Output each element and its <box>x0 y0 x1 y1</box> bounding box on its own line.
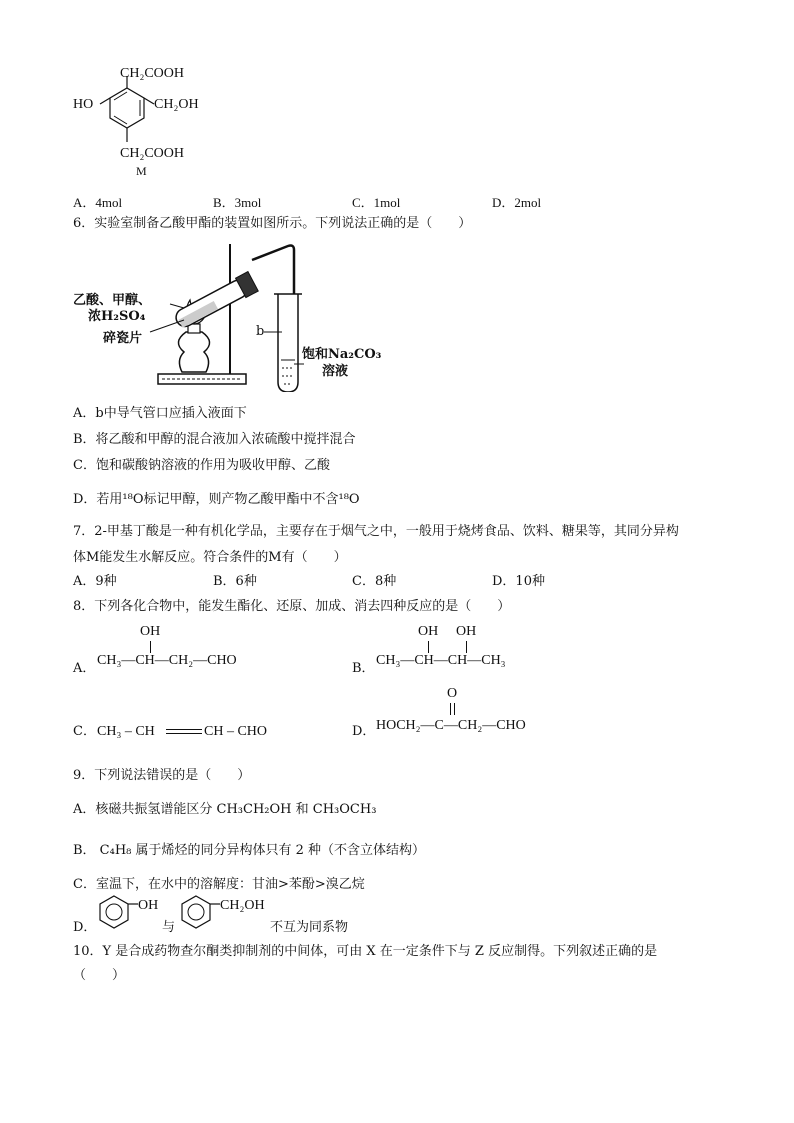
q6-option-b: B．将乙酸和甲醇的混合液加入浓硫酸中搅拌混合 <box>73 432 356 447</box>
q8-c-label: C． <box>73 724 96 739</box>
q9-option-b: B． C₄H₈ 属于烯烃的同分异构体只有 2 种（不含立体结构） <box>73 843 426 858</box>
q9-option-a: A．核磁共振氢谱能区分 CH₃CH₂OH 和 CH₃OCH₃ <box>73 802 377 817</box>
q8-a-label: A． <box>73 661 96 676</box>
q6-stem: 6．实验室制备乙酸甲酯的装置如图所示。下列说法正确的是（ ） <box>73 216 472 231</box>
q6-option-a: A．b中导气管口应插入液面下 <box>73 406 247 421</box>
q8-d-bond-2 <box>454 703 455 715</box>
q8-a-formula: CH₃—CH—CH₂—CHO <box>97 653 237 668</box>
q9-d-label: D． <box>73 920 97 935</box>
m-label: M <box>136 164 147 178</box>
q7-option-a: A．9种 <box>73 574 117 589</box>
m-bottom-group: CH₂COOH <box>120 146 184 161</box>
q7-option-d: D．10种 <box>492 574 545 589</box>
q7-option-c: C．8种 <box>352 574 397 589</box>
tube-b-label: b <box>256 324 265 339</box>
q9-d-and: 与 <box>162 920 176 935</box>
m-right-group: CH₂OH <box>154 97 199 112</box>
q8-b-formula: CH₃—CH—CH—CH₃ <box>376 653 506 668</box>
solution-label-line2: 溶液 <box>322 364 349 379</box>
q5-option-b: B．3mol <box>213 195 262 210</box>
q8-c-double-bond-top <box>166 729 202 730</box>
q9-option-c: C．室温下，在水中的溶解度：甘油>苯酚>溴乙烷 <box>73 877 365 892</box>
phenol-ring-icon <box>94 894 138 930</box>
reagents-label-line2: 浓H₂SO₄ <box>88 309 146 324</box>
solution-label-line1: 饱和Na₂CO₃ <box>302 347 382 362</box>
benzyl-alcohol-ring-icon <box>176 894 220 930</box>
q8-a-bond <box>150 641 151 653</box>
q8-d-label: D． <box>352 724 376 739</box>
q8-b-bond1 <box>428 641 429 653</box>
reagents-label-line1: 乙酸、甲醇、 <box>73 293 152 308</box>
q9-d-ch2oh: CH₂OH <box>220 898 265 913</box>
q8-d-bond-1 <box>450 703 451 715</box>
q8-c-right: CH – CHO <box>204 724 268 739</box>
q8-b-oh2: OH <box>456 624 477 639</box>
q8-b-label: B． <box>352 661 375 676</box>
q5-option-d: D．2mol <box>492 195 542 210</box>
q6-option-c: C．饱和碳酸钠溶液的作用为吸收甲醇、乙酸 <box>73 458 330 473</box>
q7-stem-line1: 7．2-甲基丁酸是一种有机化学品，主要存在于烟气之中，一般用于烧烤食品、饮料、糖果等，其同分异构 <box>73 524 679 539</box>
q8-a-oh: OH <box>140 624 161 639</box>
m-left-group: HO <box>73 97 94 112</box>
q8-c-double-bond-bottom <box>166 733 202 734</box>
q7-option-b: B．6种 <box>213 574 257 589</box>
chips-label: 碎瓷片 <box>103 331 143 346</box>
q9-stem: 9．下列说法错误的是（ ） <box>73 768 251 783</box>
q8-b-oh1: OH <box>418 624 439 639</box>
q10-stem-line2: （ ） <box>73 968 126 983</box>
q9-d-oh: OH <box>138 898 159 913</box>
q9-d-tail: 不互为同系物 <box>270 920 349 935</box>
q6-option-d: D．若用¹⁸O标记甲醇，则产物乙酸甲酯中不含¹⁸O <box>73 492 360 507</box>
q5-option-a: A．4mol <box>73 195 123 210</box>
q5-option-c: C．1mol <box>352 195 401 210</box>
q8-d-formula: HOCH₂—C—CH₂—CHO <box>376 718 526 733</box>
q8-c-left: CH₃ – CH <box>97 724 155 739</box>
q8-d-o: O <box>447 686 458 701</box>
q8-b-bond2 <box>466 641 467 653</box>
q10-stem-line1: 10．Y 是合成药物查尔酮类抑制剂的中间体，可由 X 在一定条件下与 Z 反应制得。下列叙述正确的是 <box>73 944 658 959</box>
m-top-group: CH₂COOH <box>120 66 184 81</box>
q7-stem-line2: 体M能发生水解反应。符合条件的M有（ ） <box>73 550 347 565</box>
q8-stem: 8．下列各化合物中，能发生酯化、还原、加成、消去四种反应的是（ ） <box>73 599 511 614</box>
